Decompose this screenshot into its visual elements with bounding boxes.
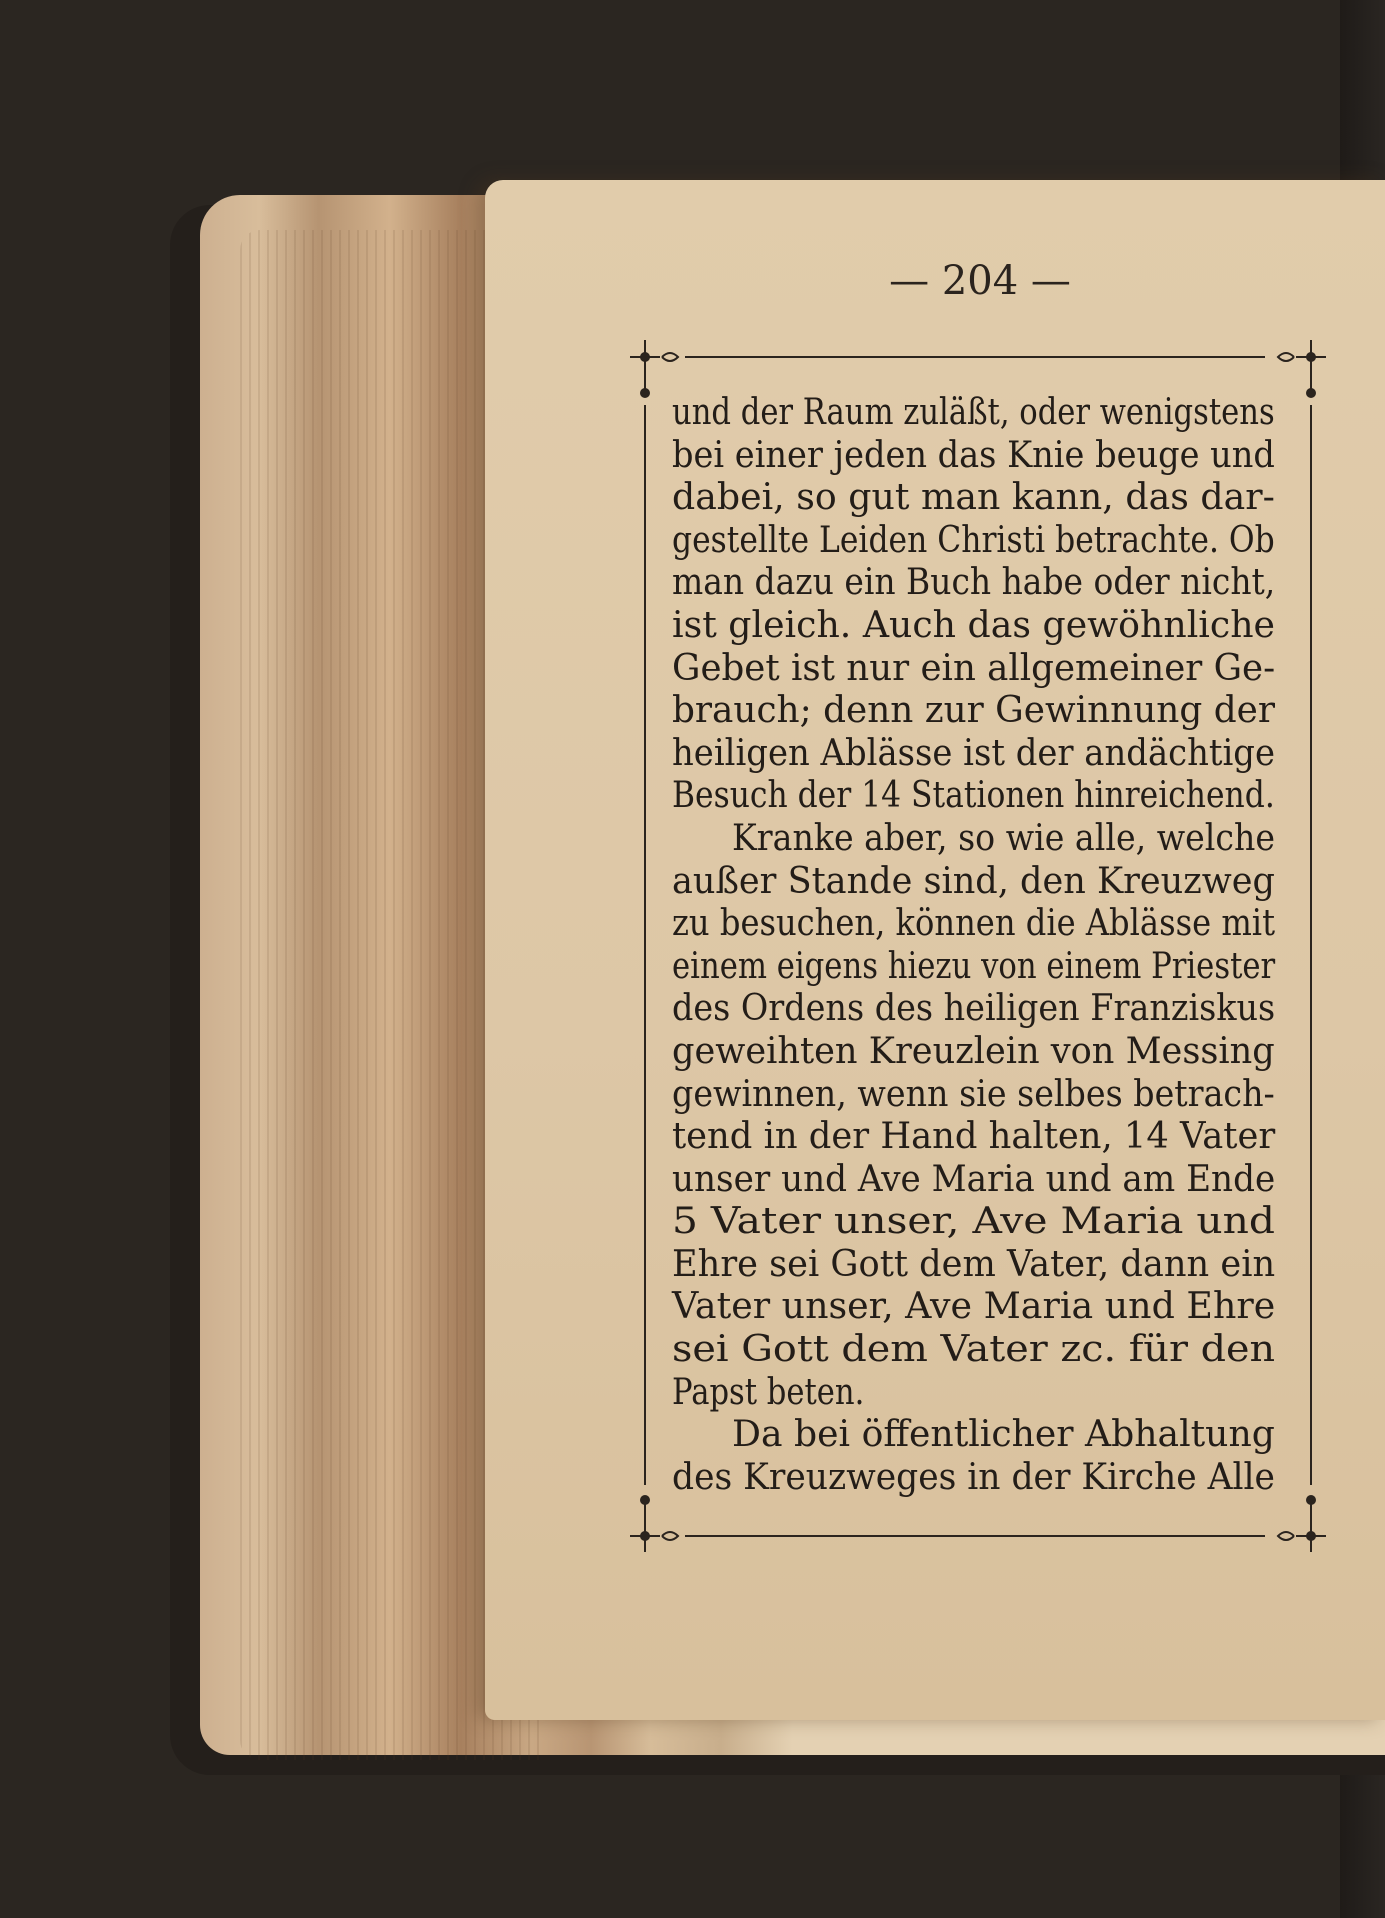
text-line-content: und der Raum zuläßt, oder wenigstens (672, 392, 1275, 433)
text-line (672, 1329, 1275, 1372)
text-line-content: Vater unser, Ave Maria und Ehre (672, 1286, 1276, 1328)
text-line (672, 435, 1275, 478)
text-line (672, 1414, 1275, 1457)
text-line (672, 477, 1275, 520)
text-line (672, 1286, 1275, 1329)
text-line (672, 775, 1275, 818)
text-line-content: Kranke aber, so wie alle, welche (732, 817, 1275, 859)
text-line-content: Papst beten. (672, 1371, 865, 1413)
text-line-content: Da bei öffentlicher Abhaltung (732, 1414, 1275, 1456)
corner-ornament-bottom-left (630, 1496, 678, 1552)
text-line-content: ist gleich. Auch das gewöhnliche (672, 604, 1276, 646)
text-line (672, 520, 1275, 563)
text-line (672, 1159, 1275, 1202)
text-line (672, 733, 1275, 776)
text-line (672, 861, 1275, 904)
text-line-content: sei Gott dem Vater zc. für den (672, 1329, 1276, 1371)
text-line-content: tend in der Hand halten, 14 Vater (672, 1116, 1276, 1158)
text-line-content: zu besuchen, können die Ablässe mit (672, 903, 1276, 945)
text-line (672, 1074, 1275, 1117)
text-line-content: außer Stande sind, den Kreuzweg (672, 860, 1275, 902)
body-text (672, 392, 1275, 1499)
text-line (672, 1457, 1275, 1500)
text-line-content: Besuch der 14 Stationen hinreichend. (672, 775, 1275, 817)
text-line-content: des Kreuzweges in der Kirche Alle (672, 1456, 1275, 1498)
text-line-content: 5 Vater unser, Ave Maria und (672, 1201, 1276, 1243)
text-line (672, 946, 1275, 989)
page-number: — 204 — (889, 258, 1071, 304)
text-line-content: unser und Ave Maria und am Ende (672, 1158, 1276, 1200)
text-line (672, 562, 1275, 605)
text-line-content: gestellte Leiden Christi betrachte. Ob (672, 519, 1275, 561)
text-line-content: man dazu ein Buch habe oder nicht, (672, 562, 1276, 604)
text-line (672, 690, 1275, 733)
corner-ornament-top-left (630, 340, 678, 397)
text-line (672, 1244, 1275, 1287)
text-line (672, 1372, 1275, 1415)
text-line-content: Ehre sei Gott dem Vater, dann ein (672, 1243, 1276, 1285)
text-line-content: dabei, so gut man kann, das dar- (672, 477, 1275, 519)
corner-ornament-bottom-right (1278, 1496, 1326, 1552)
text-line-content: einem eigens hiezu von einem Priester (672, 945, 1276, 987)
text-line-content: geweihten Kreuzlein von Messing (672, 1030, 1275, 1072)
text-line (672, 392, 1275, 435)
text-line-content: des Ordens des heiligen Franziskus (672, 988, 1276, 1030)
text-line (672, 1116, 1275, 1159)
text-line (672, 1201, 1275, 1244)
text-line (672, 1031, 1275, 1074)
text-line (672, 988, 1275, 1031)
text-line-content: gewinnen, wenn sie selbes betrach- (672, 1073, 1275, 1115)
text-line (672, 903, 1275, 946)
text-line (672, 818, 1275, 861)
text-line (672, 648, 1275, 691)
text-line-content: Gebet ist nur ein allgemeiner Ge- (672, 647, 1276, 689)
text-line-content: heiligen Ablässe ist der andächtige (672, 732, 1275, 774)
corner-ornament-top-right (1278, 340, 1326, 397)
text-line-content: brauch; denn zur Gewinnung der (672, 690, 1275, 732)
text-line-content: bei einer jeden das Knie beuge und (672, 434, 1275, 476)
text-line (672, 605, 1275, 648)
